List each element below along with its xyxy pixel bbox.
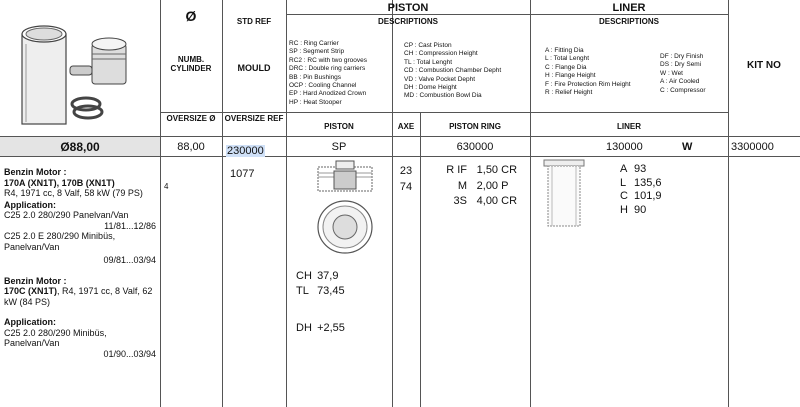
dim-value: 73,45	[317, 285, 345, 297]
piston-column-header: PISTON	[324, 122, 354, 131]
liner-dim-row	[620, 204, 700, 218]
legend-item: A : Air Cooled	[660, 78, 700, 86]
legend-item: DS : Dry Semi	[660, 61, 702, 69]
application-date: 09/81...03/94	[103, 255, 156, 265]
legend-item: BB : Pin Bushings	[289, 73, 342, 81]
piston-type-value: SP	[331, 141, 347, 153]
ring-type: CR	[501, 195, 518, 207]
application-line: C25 2.0 280/290 Minibüs, Panelvan/Van	[4, 327, 107, 348]
legend-item: A : Fitting Dia	[545, 47, 584, 54]
liner-type-value: W	[682, 141, 693, 153]
liner-header: LINER	[612, 2, 646, 14]
application-line: C25 2.0 280/290 Panelvan/Van	[4, 210, 129, 220]
dim-value: 37,9	[317, 270, 339, 282]
legend-item: RC : Ring Carrier	[289, 40, 339, 47]
legend-item: SP : Segment Strip	[289, 48, 345, 56]
engine-spec: , R4, 1971 cc, 8 Valf, 62 kW (84 PS)	[4, 286, 153, 307]
legend-item: C : Flange Dia	[545, 63, 587, 71]
legend-item: CP : Cast Piston	[404, 42, 452, 49]
piston-dims	[296, 270, 386, 337]
piston-legend-right	[404, 42, 530, 101]
ring-list	[440, 163, 530, 210]
ring-size: 2,00	[476, 179, 499, 192]
oversize-diameter-header: OVERSIZE Ø	[166, 114, 216, 123]
piston-ring-ref: 630000	[456, 141, 494, 153]
axe-value: 23	[399, 165, 413, 177]
application-label: Application:	[4, 317, 56, 327]
legend-item: RC2 : RC with two grooves	[289, 56, 368, 64]
numb-cylinder-header: NUMB. CYLINDER	[170, 55, 212, 73]
dim-label: L	[620, 176, 627, 189]
application-date: 11/81...12/86	[104, 220, 156, 231]
dim-label: A	[620, 163, 628, 175]
application-label: Application:	[4, 199, 56, 210]
engine-spec: R4, 1971 cc, 8 Valf, 58 kW (79 PS)	[4, 188, 143, 198]
axe-header: AXE	[397, 122, 415, 131]
liner-descriptions-header: DESCRIPTIONS	[598, 17, 659, 26]
engine-title: Benzin Motor :	[4, 275, 67, 286]
std-ref-value[interactable]: 230000	[227, 145, 264, 157]
ring-size: 4,00	[476, 195, 499, 207]
application-line: C25 2.0 E 280/290 Minibüs, Panelvan/Van	[4, 231, 116, 252]
legend-item: TL : Total Lenght	[404, 58, 453, 66]
mould-header: MOULD	[237, 63, 271, 73]
application-date: 01/90...03/94	[103, 348, 156, 359]
ring-row	[440, 179, 530, 195]
numb-cylinder-value: 4	[164, 182, 169, 191]
dim-label: TL	[296, 285, 309, 297]
legend-item: H : Flange Height	[545, 72, 596, 80]
diameter-value: Ø88,00	[60, 140, 100, 154]
engine-code: 170C (XN1T)	[4, 286, 58, 296]
liner-legend-left	[545, 47, 657, 97]
grid-line	[0, 156, 800, 157]
liner-ref-value: 130000	[606, 141, 643, 153]
liner-dim-row	[620, 163, 700, 177]
engine-spec-line	[4, 286, 156, 307]
legend-item: DF : Dry Finish	[660, 53, 704, 60]
piston-ring-header: PISTON RING	[449, 122, 501, 131]
oversize-value: 88,00	[177, 141, 205, 153]
kit-illustration	[4, 4, 154, 134]
grid-line	[530, 0, 531, 407]
legend-item: MD : Combustion Bowl Dia	[404, 92, 482, 100]
dim-label: C	[620, 190, 628, 202]
grid-line	[222, 0, 223, 407]
ring-type: P	[501, 179, 509, 192]
ring-name: 3S	[453, 195, 467, 207]
legend-item: CH : Compression Height	[404, 50, 478, 58]
legend-item: OCP : Cooling Channel	[289, 82, 357, 90]
piston-dim-row	[296, 270, 386, 285]
piston-drawing	[306, 157, 386, 262]
liner-legend-right	[660, 53, 728, 95]
grid-line	[286, 0, 287, 407]
oversize-ref-header: OVERSIZE REF	[224, 114, 284, 123]
liner-dim-row	[620, 177, 700, 191]
dim-value: 90	[634, 203, 647, 216]
piston-legend-left	[289, 40, 401, 107]
legend-item: HP : Heat Stooper	[289, 98, 342, 106]
dim-value: 93	[634, 163, 647, 175]
engine-code: 170A (XN1T), 170B (XN1T)	[4, 177, 115, 188]
axe-value: 74	[399, 181, 413, 193]
axe-values	[392, 163, 420, 195]
kit-no-value: 3300000	[731, 141, 774, 153]
engine2-block	[4, 276, 156, 360]
applications-block	[4, 167, 156, 359]
dim-label: H	[620, 203, 628, 216]
kit-no-header: KIT NO	[747, 60, 781, 71]
liner-drawing	[540, 158, 590, 230]
diameter-header: Ø	[185, 8, 197, 24]
legend-item: CD : Combustion Chamber Depht	[404, 67, 502, 75]
dim-label: DH	[296, 322, 312, 334]
dim-value: +2,55	[317, 322, 345, 334]
piston-header: PISTON	[387, 2, 429, 14]
ring-row	[440, 194, 530, 210]
legend-item: DRC : Double ring carriers	[289, 65, 366, 73]
dim-value: 135,6	[634, 176, 662, 189]
grid-line	[160, 112, 728, 113]
legend-item: VD : Valve Pocket Depht	[404, 75, 476, 83]
piston-descriptions-header: DESCRIPTIONS	[377, 17, 438, 26]
piston-dim-row	[296, 285, 386, 300]
std-ref-highlight	[226, 141, 264, 157]
legend-item: W : Wet	[660, 69, 683, 77]
std-ref-header: STD REF	[236, 17, 272, 26]
legend-item: C : Compressor	[660, 86, 706, 94]
liner-column-header: LINER	[617, 122, 641, 131]
dim-label: CH	[296, 270, 312, 282]
liner-dims	[620, 163, 700, 217]
grid-line	[286, 14, 728, 15]
liner-dim-row	[620, 190, 700, 204]
dim-value: 101,9	[634, 190, 662, 202]
legend-item: DH : Dome Height	[404, 84, 457, 92]
engine-title: Benzin Motor :	[4, 167, 67, 177]
piston-dim-row	[296, 322, 386, 337]
ring-name: R IF	[446, 164, 467, 176]
ring-name: M	[457, 179, 467, 192]
mould-value: 1077	[230, 168, 255, 180]
ring-size: 1,50	[476, 164, 499, 176]
legend-item: R : Relief Height	[545, 89, 593, 97]
ring-type: CR	[501, 164, 518, 176]
legend-item: F : Fire Protection Rim Height	[545, 80, 631, 88]
legend-item: EP : Hard Anodized Crown	[289, 90, 367, 98]
legend-item: L : Total Lenght	[545, 55, 590, 63]
ring-row	[440, 163, 530, 179]
